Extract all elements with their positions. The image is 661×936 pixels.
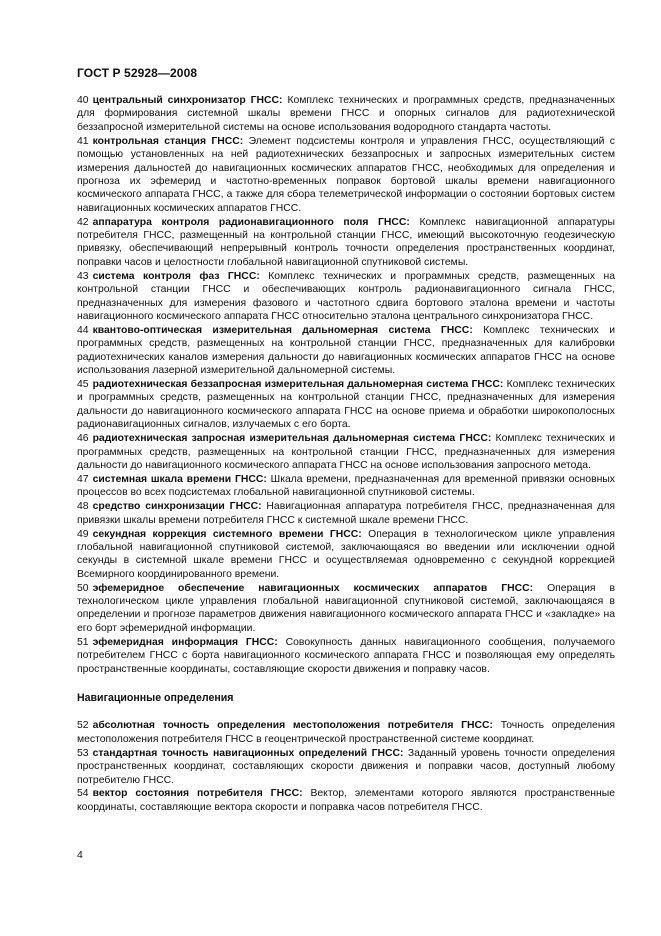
entry-term: радиотехническая беззапросная измерительная дальномерная система ГНСС: (92, 379, 504, 391)
entry-number: 47 (77, 473, 89, 485)
entry-number: 44 (77, 324, 89, 336)
entry-term: центральный синхронизатор ГНСС: (92, 95, 283, 106)
entry-term: вектор состояния потребителя ГНСС: (92, 788, 303, 800)
definition-entry (77, 500, 615, 527)
entry-term: квантово-оптическая измерительная дальномерная система ГНСС: (92, 324, 473, 336)
definition-entry (77, 135, 615, 215)
definition-entry (77, 787, 615, 814)
entry-definition: Точность определения местоположения потребителя ГНСС в геоцентрической пространственной системе координат. (77, 720, 616, 745)
entry-number: 49 (77, 528, 89, 540)
definition-entry (77, 636, 615, 676)
entry-term: средство синхронизации ГНСС: (92, 501, 262, 513)
entry-definition: Комплекс технических и программных средств, размещенных на контрольной станции ГНСС, предназначенных для измерения дальности до навигационного космического аппарата ГНСС на основе использования запросного метода. (77, 433, 616, 471)
definition-entry (77, 582, 615, 636)
entry-term: контрольная станция ГНСС: (92, 135, 244, 147)
entry-number: 53 (77, 747, 89, 759)
entry-definition: Вектор, элементами которого являются пространственные координаты, составляющие вектора скорости и поправка часов потребителя ГНСС. (77, 788, 615, 813)
entry-definition: Элемент подсистемы контроля и управления ГНСС, осуществляющий с помощью установленных на ней радиотехнических беззапросных и запросных измерительных систем измерения дальностей до навигационных космических аппаратов ГНСС, необходимых для определения и прогноза их эфемерид и частотно-временных поправок бортовой шкалы времени навигационного космического аппарата ГНСС, а также для сбора телеметрической информации о состоянии бортовых систем навигационных космических аппаратов ГНСС. (77, 135, 615, 214)
entry-term: секундная коррекция системного времени ГНСС: (92, 528, 362, 540)
entry-number: 41 (77, 135, 89, 147)
entry-definition: Операция в технологическом цикле управления глобальной навигационной спутниковой системой, заключающаяся во введении или исключении одной секунды в системной шкале времени ГНСС и осуществляемая одновременно с секундной коррекцией Всемирного координированного времени. (77, 528, 615, 580)
entry-definition: Шкала времени, предназначенная для временной привязки основных процессов во всех подсистемах глобальной навигационной спутниковой системы. (77, 473, 615, 499)
entry-definition: Совокупность данных навигационного сообщения, получаемого потребителем ГНСС с борта навигационного космического аппарата ГНСС и позволяющая ему определять пространственные координаты, составляющие скорости движения и поправку часов. (77, 636, 615, 675)
entry-number: 54 (77, 788, 89, 800)
definition-entry (77, 473, 615, 500)
definition-entry (77, 432, 615, 472)
definition-entry (77, 94, 615, 134)
entry-term: абсолютная точность определения местоположения потребителя ГНСС: (92, 720, 494, 732)
entry-definition: Навигационная аппаратура потребителя ГНСС, предназначенная для привязки шкалы времени потребителя ГНСС к системной шкале времени ГНСС. (77, 501, 616, 526)
entry-definition: Комплекс навигационной аппаратуры потребителя ГНСС, размещенный на контрольной станции ГНСС, имеющий высокоточную геодезическую привязку, обеспечивающий непрерывный контроль точности определения пространственных координат, поправки часов и целостности глобальной навигационной спутниковой системы. (77, 216, 615, 268)
entry-term: эфемеридная информация ГНСС: (92, 636, 278, 648)
definition-entry (77, 216, 615, 270)
entry-number: 46 (77, 433, 89, 445)
page-number: 4 (77, 850, 83, 861)
entry-term: аппаратура контроля радионавигационного поля ГНСС: (92, 216, 410, 228)
entry-number: 51 (77, 636, 89, 648)
entry-term: эфемеридное обеспечение навигационных космических аппаратов ГНСС: (92, 582, 534, 594)
entry-number: 50 (77, 582, 89, 594)
definition-entry (77, 528, 615, 582)
definition-entry (77, 747, 615, 787)
entry-definition: Комплекс технических и программных средств, предназначенных для формирования системной шкалы времени ГНСС и опорных сигналов для радиотехнической беззапросной измерительной системы на основе использования водородного стандарта частоты. (77, 95, 615, 133)
entry-definition: Заданный уровень точности определения пространственных координат, составляющих скорости движения и поправки часов, доступный любому потребителю ГНСС. (77, 747, 615, 786)
entry-term: системная шкала времени ГНСС: (92, 473, 267, 485)
entry-number: 42 (77, 216, 89, 228)
document-body (77, 94, 615, 815)
entry-number: 40 (77, 95, 89, 106)
entry-term: радиотехническая запросная измерительная дальномерная система ГНСС: (92, 433, 492, 445)
entry-definition: Комплекс технических и программных средств, размещенных на контрольной станции ГНСС, предназначенных для калибровки радиотехнических каналов измерения дальности до навигационных космических аппаратов ГНСС на основе использования лазерной измерительной дальномерной системы. (77, 324, 615, 377)
definitions-list (77, 94, 615, 676)
entry-definition: Операция в технологическом цикле управления глобальной навигационной спутниковой системой, заключающаяся в определении и прогнозе параметров движения навигационного космического аппарата ГНСС и «закладке» на его борт эфемеридной информации. (77, 582, 615, 634)
entry-number: 52 (77, 720, 89, 732)
entry-term: стандартная точность навигационных определений ГНСС: (92, 747, 404, 759)
entry-number: 43 (77, 270, 89, 282)
definition-entry (77, 378, 615, 432)
entry-number: 45 (77, 379, 89, 391)
definition-entry (77, 719, 615, 746)
entry-number: 48 (77, 501, 89, 513)
document-header: ГОСТ Р 52928—2008 (77, 66, 198, 80)
entry-definition: Комплекс технических и программных средств, размещенных на контрольной станции ГНСС и обеспечивающих контроль радионавигационного сигнала ГНСС, предназначенных для измерения фазового и частотного сдвига бортового эталона времени и частоты навигационного космического аппарата ГНСС относительно эталона центрального синхронизатора ГНСС. (77, 270, 615, 322)
definition-entry (77, 270, 615, 324)
section-heading: Навигационные определения (77, 691, 234, 704)
definition-entry (77, 324, 615, 378)
entry-term: система контроля фаз ГНСС: (92, 270, 260, 282)
definitions-list-navigation (77, 719, 615, 814)
entry-definition: Комплекс технических и программных средств, размещенных на контрольной станции ГНСС, предназначенных для измерения дальности до навигационного космического аппарата ГНСС на основе приема и обработки широкополосных радионавигационных сигналов, излучаемых с его борта. (77, 379, 615, 431)
